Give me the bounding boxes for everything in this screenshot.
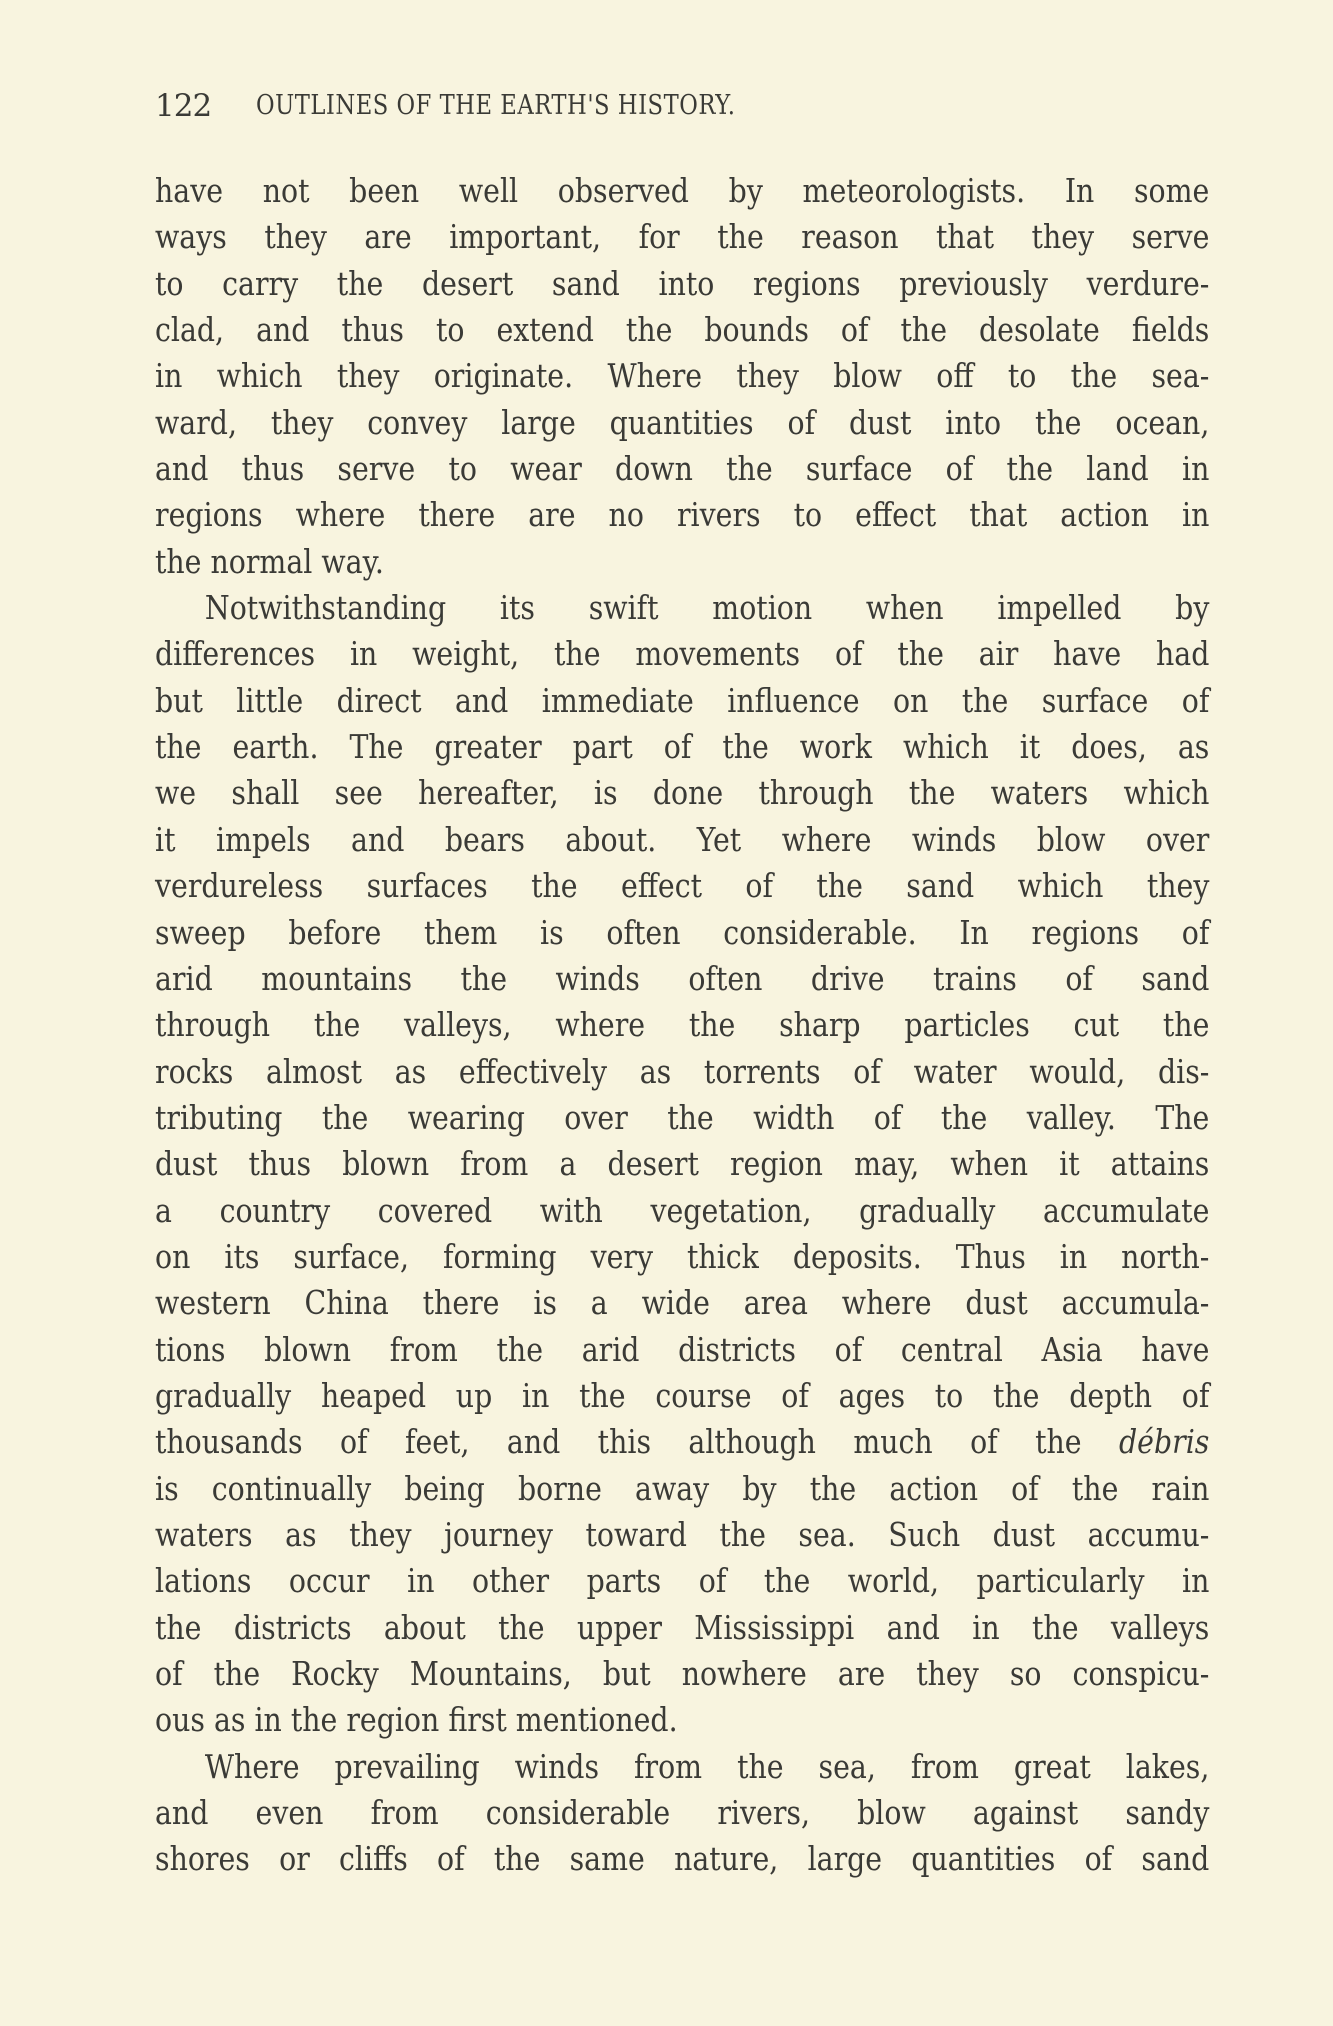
text-line: lations occur in other parts of the world, particularly in	[155, 1561, 1210, 1601]
text-line: it impels and bears about. Yet where winds blow over	[155, 819, 1210, 859]
text-line	[155, 1419, 1209, 1465]
text-line: the districts about the upper Mississippi and in the valleys	[155, 1607, 1210, 1647]
text-span: thousands of feet, and this although much of the	[155, 1422, 1082, 1462]
text-line: and even from considerable rivers, blow against sandy	[155, 1793, 1210, 1833]
text-line: and thus serve to wear down the surface of the land in	[155, 449, 1210, 489]
text-line: tributing the wearing over the width of the valley. The	[155, 1097, 1210, 1137]
text-line: rocks almost as effectively as torrents of water would, dis-	[155, 1051, 1210, 1091]
text-line: differences in weight, the movements of the air have had	[155, 634, 1210, 674]
text-line: ways they are important, for the reason that they serve	[155, 217, 1210, 257]
text-line: gradually heaped up in the course of ages to the depth of	[155, 1375, 1210, 1415]
paragraph	[155, 585, 1210, 1744]
text-line: regions where there are no rivers to effect that action in	[155, 495, 1210, 535]
text-line: through the valleys, where the sharp particles cut the	[155, 1005, 1210, 1045]
running-head	[155, 88, 1210, 128]
paragraph	[155, 168, 1210, 585]
text-line: arid mountains the winds often drive trains of sand	[155, 958, 1210, 998]
text-line: is continually being borne away by the action of the rain	[155, 1468, 1210, 1508]
italic-word: débris	[1119, 1422, 1210, 1462]
paragraph	[155, 1744, 1210, 1883]
text-line: dust thus blown from a desert region may, when it attains	[155, 1144, 1210, 1184]
text-line: shores or cliffs of the same nature, large quantities of sand	[155, 1839, 1210, 1879]
text-line: waters as they journey toward the sea. Such dust accumu-	[155, 1514, 1210, 1554]
text-line: western China there is a wide area where dust accumula-	[155, 1283, 1210, 1323]
text-line: Where prevailing winds from the sea, from great lakes,	[204, 1746, 1210, 1786]
text-line: Notwithstanding its swift motion when impelled by	[204, 588, 1210, 628]
text-line: of the Rocky Mountains, but nowhere are they so conspicu-	[155, 1654, 1210, 1693]
text-line: sweep before them is often considerable. In regions of	[155, 912, 1210, 952]
text-line: tions blown from the arid districts of central Asia have	[155, 1329, 1210, 1369]
text-line: but little direct and immediate influence on the surface of	[155, 680, 1210, 720]
text-line: clad, and thus to extend the bounds of the desolate fields	[155, 310, 1210, 350]
text-line: have not been well observed by meteorologists. In some	[155, 171, 1210, 210]
text-line: ous as in the region first mentioned.	[155, 1700, 678, 1740]
text-line: ward, they convey large quantities of dust into the ocean,	[155, 402, 1210, 442]
text-line: a country covered with vegetation, gradually accumulate	[155, 1190, 1210, 1230]
text-line: to carry the desert sand into regions previously verdure-	[155, 263, 1210, 303]
text-line: the normal way.	[155, 541, 384, 581]
text-line: we shall see hereafter, is done through the waters which	[155, 773, 1210, 813]
page-number: 122	[155, 88, 212, 124]
running-title: OUTLINES OF THE EARTH'S HISTORY.	[256, 90, 736, 121]
body-text	[155, 168, 1210, 1883]
text-line: verdureless surfaces the effect of the sand which they	[155, 866, 1210, 906]
text-line: in which they originate. Where they blow off to the sea-	[155, 356, 1210, 396]
text-line: the earth. The greater part of the work which it does, as	[155, 727, 1210, 767]
text-line: on its surface, forming very thick deposits. Thus in north-	[155, 1236, 1210, 1276]
